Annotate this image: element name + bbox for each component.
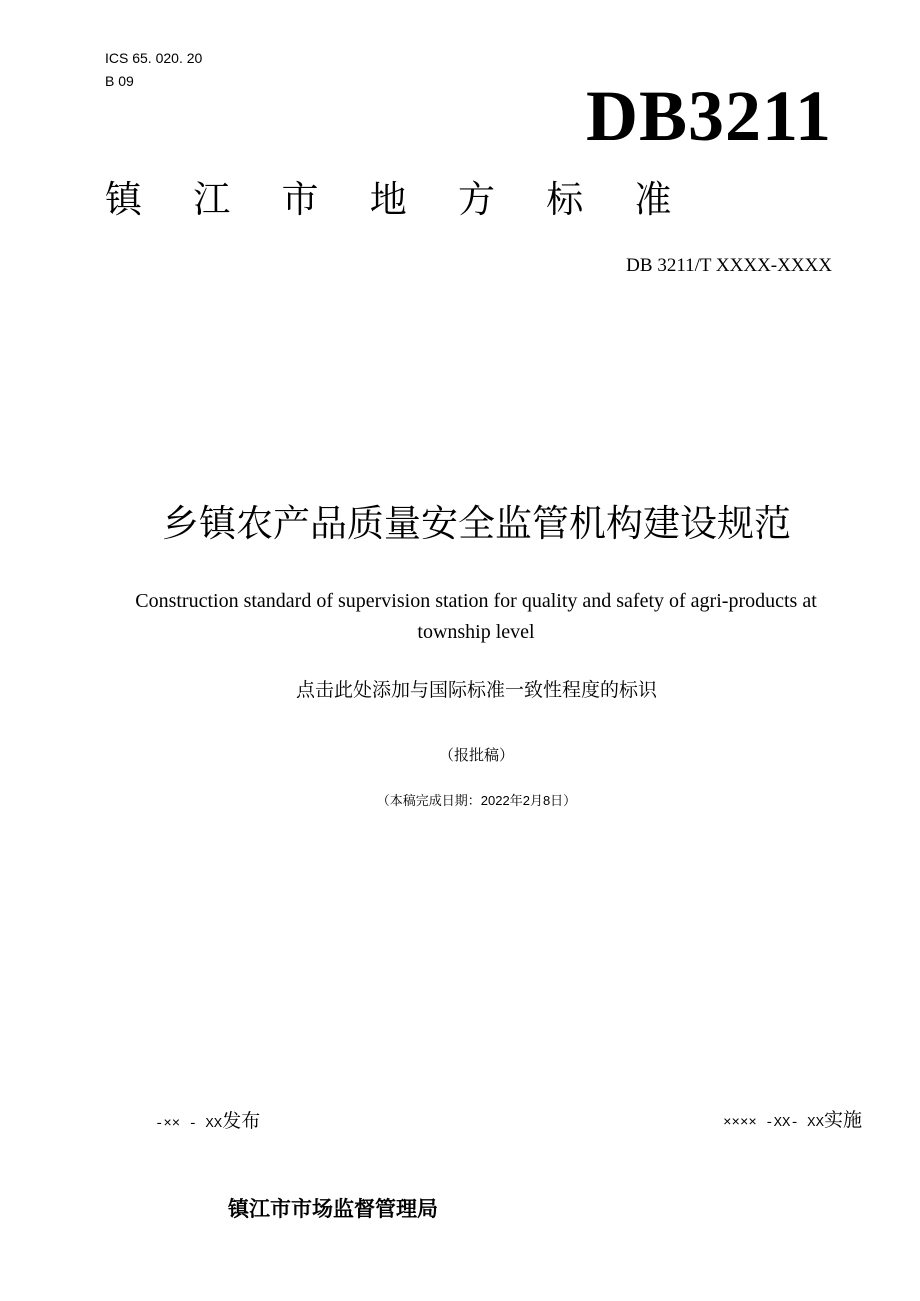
implementation-date-value: ×××× -XX- XX bbox=[723, 1115, 824, 1131]
issue-date-value: -×× - XX bbox=[155, 1116, 223, 1132]
document-title-english: Construction standard of supervision station for quality and safety of agri-products at township level bbox=[135, 590, 817, 643]
implementation-date bbox=[723, 1108, 862, 1136]
document-title-chinese: 乡镇农产品质量安全监管机构建设规范 bbox=[162, 504, 791, 545]
issuing-authority: 镇江市市场监督管理局 bbox=[228, 1198, 438, 1221]
standard-logo: DB3211 bbox=[585, 76, 832, 156]
issue-date bbox=[155, 1109, 260, 1137]
consistency-note[interactable]: 点击此处添加与国际标准一致性程度的标识 bbox=[295, 680, 657, 701]
issue-label: 发布 bbox=[222, 1111, 261, 1132]
standard-type-label: 镇 江 市 地 方 标 准 bbox=[105, 180, 693, 221]
standard-number: DB 3211/T XXXX-XXXX bbox=[626, 255, 832, 276]
ics-code: ICS 65. 020. 20 bbox=[105, 50, 203, 66]
implementation-label: 实施 bbox=[823, 1110, 862, 1131]
completion-date: （本稿完成日期：2022年2月8日） bbox=[376, 793, 577, 808]
draft-status: （报批稿） bbox=[438, 748, 514, 764]
ccs-code: B 09 bbox=[105, 73, 134, 89]
